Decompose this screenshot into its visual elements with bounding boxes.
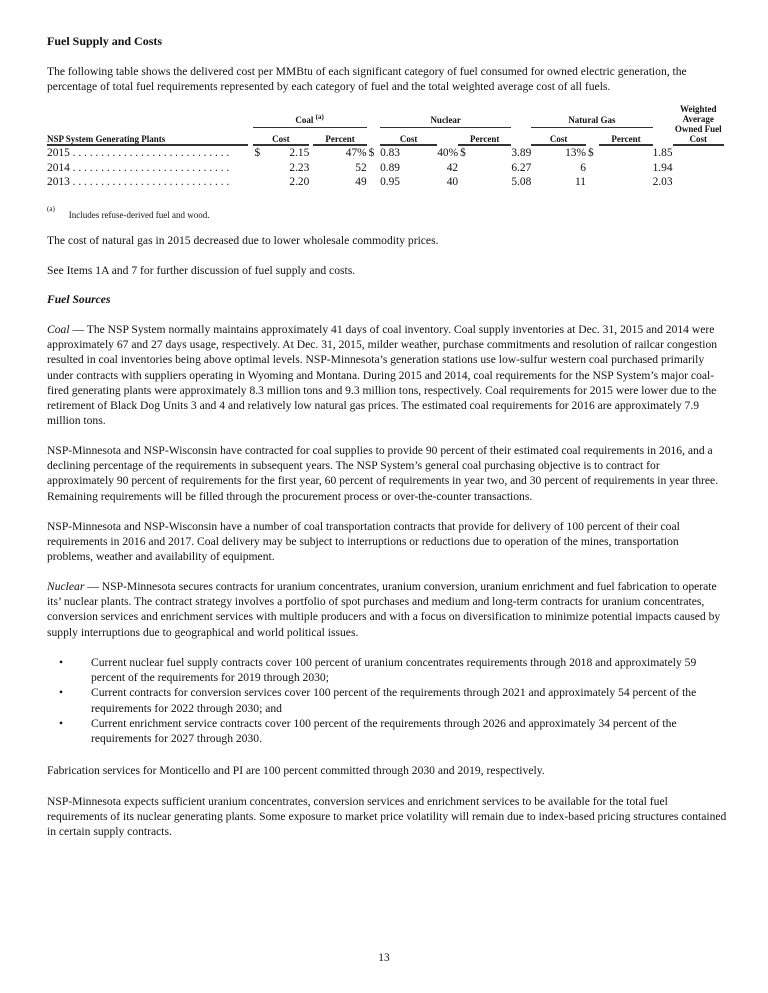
nuclear-percent-header: Percent	[458, 128, 511, 145]
fuel-cost-table	[47, 104, 724, 190]
section-title: Fuel Supply and Costs	[47, 34, 163, 48]
nuclear-cost-header: Cost	[380, 128, 437, 145]
gas-cost-header: Cost	[531, 128, 586, 145]
table-group-header-row	[47, 104, 724, 128]
list-item: • Current contracts for conversion services cover 100 percent of the requirements through 2021 and approximately 54 percent of the requirements for 2022 through 2030; and	[59, 686, 697, 715]
table-row: 2014 . . . . . . . . . . . . . . . . . . . . . . . . . . . . 2.23 52 0.89 42 6.27 6 1.94	[47, 161, 673, 174]
nuclear-outlook-paragraph: NSP-Minnesota expects sufficient uranium concentrates, conversion services and enrichment services to be available for the total fuel requirements of its nuclear generating plants. Some exposure to market price volatility will remain due to index-based pricing structures contained in certain supply contracts.	[47, 795, 727, 839]
fabrication-paragraph: Fabrication services for Monticello and PI are 100 percent committed through 2030 and 2019, respectively.	[47, 764, 545, 777]
see-items-paragraph: See Items 1A and 7 for further discussion of fuel supply and costs.	[47, 264, 356, 277]
bullet-icon: •	[59, 656, 64, 669]
coal-paragraph-3: NSP-Minnesota and NSP-Wisconsin have a number of coal transportation contracts that provide for delivery of 100 percent of their coal requirements in 2016 and 2017. Coal delivery may be subject to interruptions or reductions due to operation of the mines, transportation problems, weather and availability of equipment.	[47, 520, 680, 564]
nuclear-group-header: Nuclear	[380, 104, 511, 128]
table-row: 2013 . . . . . . . . . . . . . . . . . . . . . . . . . . . . 2.20 49 0.95 40 5.08 11 2.03	[47, 176, 673, 188]
bullet-icon: •	[59, 716, 64, 730]
page-number: 13	[378, 952, 390, 964]
row-header: NSP System Generating Plants	[47, 128, 248, 145]
coal-cost-header: Cost	[253, 128, 310, 145]
table-footnote: $^{(a)}$Includes refuse-derived fuel and wood.	[47, 205, 210, 220]
gas-cost-paragraph: The cost of natural gas in 2015 decreased due to lower wholesale commodity prices.	[47, 234, 439, 247]
intro-paragraph: The following table shows the delivered cost per MMBtu of each significant category of fuel consumed for owned electric generation, the percentage of total fuel requirements represented by each category of fuel and the total weighted average cost of all fuels.	[47, 65, 687, 94]
weighted-average-header: Weighted Average Owned Fuel Cost	[673, 104, 724, 145]
bullet-icon: •	[59, 686, 64, 700]
list-item: • Current nuclear fuel supply contracts cover 100 percent of uranium concentrates requirements through 2018 and approximately 59 percent of the requirements for 2019 through 2030;	[59, 656, 697, 685]
coal-percent-header: Percent	[313, 128, 366, 145]
nuclear-paragraph-1: Nuclear — NSP-Minnesota secures contracts for uranium concentrates, uranium conversion, uranium enrichment and fuel fabrication to operate its’ nuclear plants. The contract strategy involves a portfolio of spot purchases and medium and long-term contracts for uranium concentrates, conversion services and enrichment services with multiple producers and with a focus on diversification to minimize potential impacts caused by supply interruptions due to geographical and world political issues.	[47, 580, 721, 639]
nuclear-bullet-list	[47, 655, 727, 746]
coal-paragraph-2: NSP-Minnesota and NSP-Wisconsin have contracted for coal supplies to provide 90 percent of their estimated coal requirements in 2016, and a declining percentage of the requirements in subsequent years. The NSP System’s general coal purchasing objective is to contract for approximately 90 percent of requirements for the first year, 60 percent of requirements in year two, and 30 percent of requirements in year three. Remaining requirements will be filled through the procurement process or over-the-counter transactions.	[47, 444, 719, 503]
subsection-title: Fuel Sources	[47, 293, 111, 306]
natural-gas-group-header: Natural Gas	[531, 104, 652, 128]
coal-group-header: Coal $^{(a)}$	[253, 104, 367, 128]
table-sub-header-row	[47, 128, 724, 145]
table-row: 2015 . . . . . . . . . . . . . . . . . . . . . . . . . . . . $ 2.15 47% $ 0.83 40% $ 3.89 13% $ 1.85	[47, 146, 673, 159]
list-item: • Current enrichment service contracts cover 100 percent of the requirements through 2026 and approximately 34 percent of the requirements for 2027 through 2030.	[59, 716, 677, 746]
coal-paragraph-1: Coal — The NSP System normally maintains approximately 41 days of coal inventory. Coal supply inventories at Dec. 31, 2015 and 2014 were approximately 67 and 27 days usage, respectively. At Dec. 31, 2015, milder weather, purchase commitments and resolution of railcar congestion resulted in coal inventories being above optimal levels. NSP-Minnesota’s generation stations use low-sulfur western coal purchased primarily under contracts with suppliers operating in Wyoming and Montana. During 2015 and 2014, coal requirements for the NSP System’s major coal-fired generating plants were approximately 8.3 million tons and 9.3 million tons, respectively. Coal requirements for 2015 were lower due to the retirement of Black Dog Units 3 and 4 and relatively low natural gas prices. The estimated coal requirements for 2016 are approximately 7.9 million tons.	[47, 323, 718, 428]
gas-percent-header: Percent	[599, 128, 652, 145]
